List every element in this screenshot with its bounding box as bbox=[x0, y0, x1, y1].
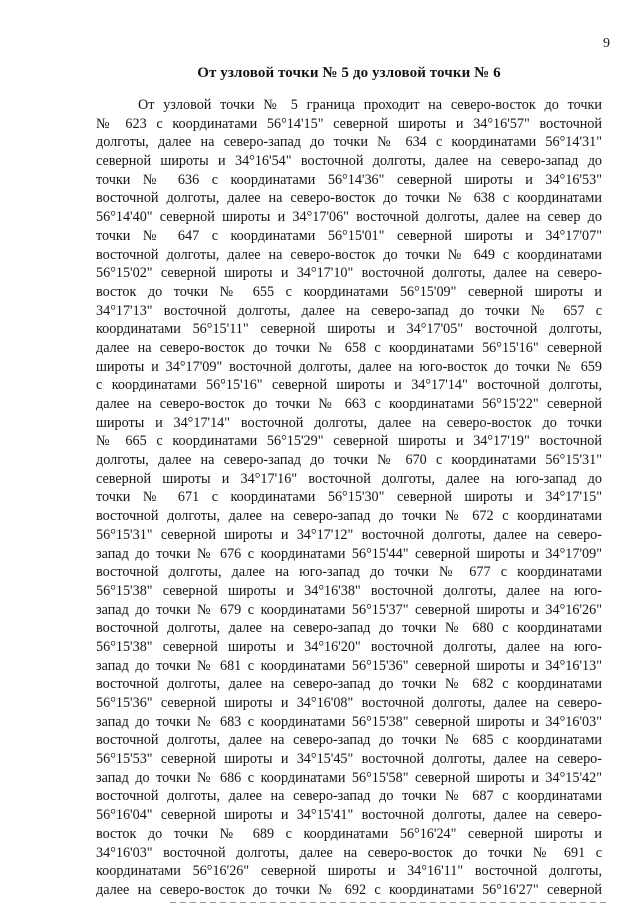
paragraph-line: с координатами 56°15'16" северной широты и 34°17'14" восточной долготы, bbox=[96, 377, 602, 394]
paragraph-line: запад до точки № 683 с координатами 56°15'38" северной широты и 34°16'03" bbox=[96, 713, 602, 730]
paragraph-line: координатами 56°16'26" северной широты и 34°16'11" восточной долготы, bbox=[96, 863, 602, 880]
paragraph-line: 34°16'03" восточной долготы, далее на северо-восток до точки № 691 с bbox=[96, 844, 602, 861]
paragraph-line: восточной долготы, далее на северо-запад до точки № 672 с координатами bbox=[96, 508, 602, 525]
paragraph-line: 56°14'40" северной широты и 34°17'06" восточной долготы, далее на север до bbox=[96, 209, 602, 226]
paragraph-line: далее на северо-восток до точки № 663 с координатами 56°15'22" северной bbox=[96, 396, 602, 412]
paragraph-line: восточной долготы, далее на северо-запад до точки № 682 с координатами bbox=[96, 676, 602, 693]
paragraph-line: запад до точки № 679 с координатами 56°15'37" северной широты и 34°16'26" bbox=[96, 601, 602, 618]
paragraph-line: запад до точки № 676 с координатами 56°15'44" северной широты и 34°17'09" bbox=[96, 545, 602, 562]
paragraph-line: № 665 с координатами 56°15'29" северной широты и 34°17'19" восточной bbox=[96, 433, 602, 450]
page-number: 9 bbox=[603, 36, 610, 51]
section-heading: От узловой точки № 5 до узловой точки № 6 bbox=[197, 65, 501, 81]
paragraph-line: От узловой точки № 5 граница проходит на северо-восток до точки bbox=[138, 97, 602, 113]
paragraph-line: запад до точки № 686 с координатами 56°15'58" северной широты и 34°15'42" bbox=[96, 769, 602, 786]
paragraph-line: 56°15'02" северной широты и 34°17'10" восточной долготы, далее на северо- bbox=[96, 265, 602, 282]
paragraph-line: восточной долготы, далее на северо-запад до точки № 680 с координатами bbox=[96, 620, 602, 637]
paragraph-line: 56°15'31" северной широты и 34°17'12" восточной долготы, далее на северо- bbox=[96, 526, 602, 543]
paragraph-line: 34°17'13" восточной долготы, далее на северо-запад до точки № 657 с bbox=[96, 302, 602, 319]
paragraph-line: 56°15'36" северной широты и 34°16'08" восточной долготы, далее на северо- bbox=[96, 695, 602, 711]
paragraph-line: северной широты и 34°16'54" восточной долготы, далее на северо-запад до bbox=[96, 153, 602, 170]
paragraph-line: широты и 34°17'14" восточной долготы, далее на северо-восток до точки bbox=[96, 414, 602, 431]
paragraph-line: восточной долготы, далее на юго-запад до точки № 677 с координатами bbox=[96, 564, 602, 581]
paragraph-line: восток до точки № 655 с координатами 56°15'09" северной широты и bbox=[96, 283, 602, 300]
paragraph-line: восточной долготы, далее на северо-восток до точки № 649 с координатами bbox=[96, 246, 602, 263]
paragraph-line: северной широты и 34°17'16" восточной долготы, далее на юго-запад до bbox=[96, 470, 602, 487]
paragraph-line: долготы, далее на северо-запад до точки № 634 с координатами 56°14'31" bbox=[96, 134, 602, 151]
paragraph-line: восточной долготы, далее на северо-запад до точки № 687 с координатами bbox=[96, 788, 602, 805]
paragraph-line: точки № 647 с координатами 56°15'01" северной широты и 34°17'07" bbox=[96, 227, 602, 244]
body-paragraph bbox=[96, 96, 602, 900]
paragraph-line: восточной долготы, далее на северо-запад до точки № 685 с координатами bbox=[96, 732, 602, 749]
paragraph-line: долготы, далее на северо-запад до точки № 670 с координатами 56°15'31" bbox=[96, 452, 602, 469]
paragraph-line: 56°15'53" северной широты и 34°15'45" восточной долготы, далее на северо- bbox=[96, 751, 602, 768]
paragraph-line: далее на северо-восток до точки № 692 с координатами 56°16'27" северной bbox=[96, 881, 602, 898]
paragraph-line: далее на северо-восток до точки № 658 с координатами 56°15'16" северной bbox=[96, 339, 602, 356]
paragraph-line: запад до точки № 681 с координатами 56°15'36" северной широты и 34°16'13" bbox=[96, 657, 602, 674]
paragraph-line: восточной долготы, далее на северо-восток до точки № 638 с координатами bbox=[96, 190, 602, 207]
paragraph-line: широты и 34°17'09" восточной долготы, далее на юго-восток до точки № 659 bbox=[96, 358, 602, 375]
paragraph-line: точки № 671 с координатами 56°15'30" северной широты и 34°17'15" bbox=[96, 489, 602, 506]
paragraph-line: точки № 636 с координатами 56°14'36" северной широты и 34°16'53" bbox=[96, 171, 602, 188]
paragraph-line: восток до точки № 689 с координатами 56°16'24" северной широты и bbox=[96, 825, 602, 842]
paragraph-line: 56°16'04" северной широты и 34°15'41" восточной долготы, далее на северо- bbox=[96, 807, 602, 824]
paragraph-line: 56°15'38" северной широты и 34°16'20" восточной долготы, далее на юго- bbox=[96, 638, 602, 655]
paragraph-line: координатами 56°15'11" северной широты и 34°17'05" восточной долготы, bbox=[96, 321, 602, 338]
paragraph-line: 56°15'38" северной широты и 34°16'38" восточной долготы, далее на юго- bbox=[96, 582, 602, 599]
paragraph-line: № 623 с координатами 56°14'15" северной широты и 34°16'57" восточной bbox=[96, 115, 602, 132]
footer-rule bbox=[170, 902, 610, 903]
